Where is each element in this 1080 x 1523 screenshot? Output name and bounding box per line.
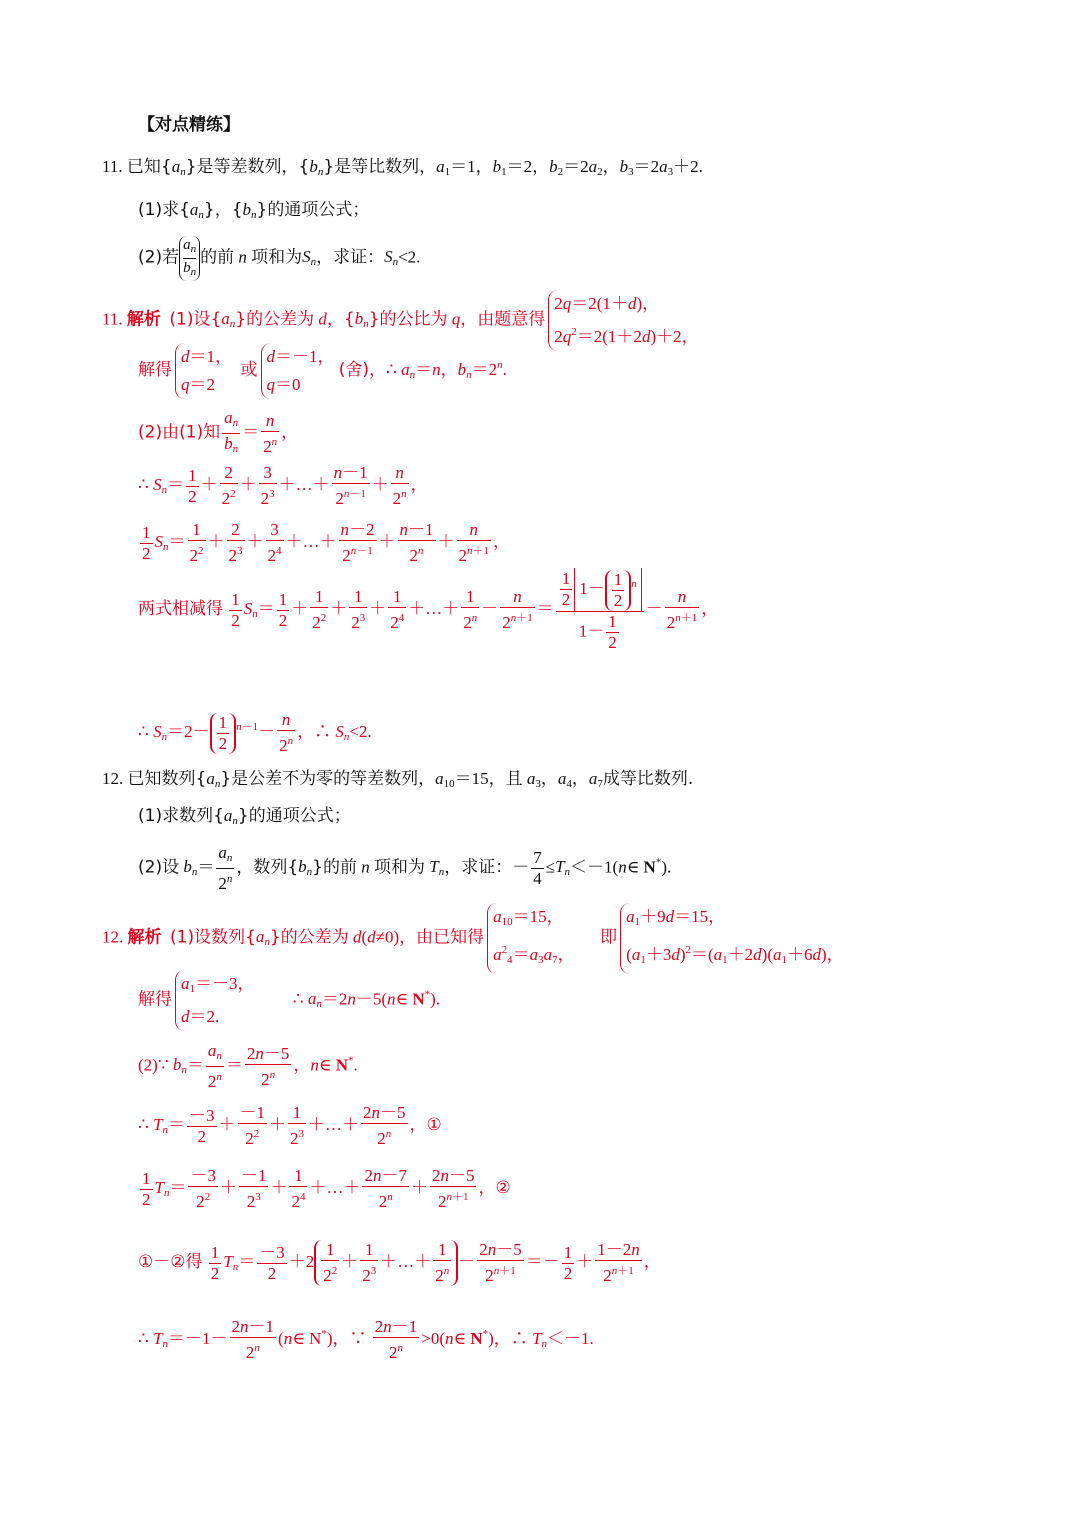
- a12-line4: ∴ $T_n=$ $\frac{-3}{2}$ ＋ $\frac{-1}{2^2}$ ＋ $\frac{1}{2^3}$ ＋…＋ $\frac{2n-5}{2^n}$ ，①: [138, 1103, 442, 1148]
- a11-line3: (2)由(1)知 $\frac{a_n}{b_n}$ ＝ $\frac{n}{2^n}$ ，: [138, 408, 299, 456]
- section-title: 【对点精练】: [138, 115, 240, 135]
- a12-line3: (2)∵ $b_n=$ $\frac{a_n}{2^n}$ ＝ $\frac{2n-5}{2^n}$ ，n∈ N*.: [138, 1041, 358, 1091]
- a12-line7: ∴ $T_n=-1-$ $\frac{2n-1}{2^n}$ (n∈ N*)，∵ $\frac{2n-1}{2^n}$ >0(n∈ N*)，∴ $T_n<-1$.: [138, 1317, 594, 1362]
- a11-line2: 解得 d＝1， q＝2 或 d＝－1， q＝0 (舍)，∴ $a_n=n$，$b_n=2^n$.: [138, 343, 507, 399]
- q12-part1: (1)求数列$\{a_n\}$的通项公式；: [138, 806, 351, 827]
- a11-line6: 两式相减得 $\frac{1}{2}$ $S_n=$ $\frac{1}{2}$ ＋ $\frac{1}{2^2}$ ＋ $\frac{1}{2^3}$ ＋ $\frac{1}{2^4}$ ＋…＋ $\frac{1}{2^n}$ － $\frac{n}{2^{n+1}}$ ＝ $\frac{1}{2}$ 1－ $\frac{1}{2}$ $^n$ 1－ $\frac{1}{2}$ － $\frac{n}{2^{n+1}}$ ，: [138, 568, 719, 652]
- a12-line2: 解得 $a_1=-3$， d＝2. ∴ $a_n=2n-5(n\in$ N*).: [138, 970, 440, 1031]
- q12-part2: (2)设 $b_n=$ $\frac{a_n}{2^n}$ ，数列$\{b_n\}$的前 n 项和为 $T_n$，求证：－ $\frac{7}{4}$ $\le T_n<-1(n\in$ N*).: [138, 843, 672, 893]
- q11-part2: (2)若 $\frac{a_n}{b_n}$ 的前 n 项和为$S_n$，求证：$S_n<2$.: [138, 236, 420, 281]
- q11-stem: 11. 已知$\{a_n\}$是等差数列，$\{b_n\}$是等比数列，$a_1=1$，$b_1=2$，$b_2=2a_2$，$b_3=2a_3+2$.: [102, 157, 703, 178]
- a11-line4: ∴ $S_n=$ $\frac{1}{2}$ ＋ $\frac{2}{2^2}$ ＋ $\frac{3}{2^3}$ ＋…＋ $\frac{n-1}{2^{n-1}}$ ＋ $\frac{n}{2^n}$ ，: [138, 463, 428, 508]
- a11-line1: 11. 解析 (1)设$\{a_n\}$的公差为 d，$\{b_n\}$的公比为 q，由题意得 2q＝2(1＋d)， $2q^2=2(1+2d)+2$，: [102, 290, 699, 351]
- q11-part1: (1)求$\{a_n\}$，$\{b_n\}$的通项公式；: [138, 200, 370, 221]
- a11-line5: $\frac{1}{2}$ $S_n=$ $\frac{1}{2^2}$ ＋ $\frac{2}{2^3}$ ＋ $\frac{3}{2^4}$ ＋…＋ $\frac{n-2}{2^{n-1}}$ ＋ $\frac{n-1}{2^n}$ ＋ $\frac{n}{2^{n+1}}$ ，: [142, 520, 510, 565]
- q12-stem: 12. 已知数列$\{a_n\}$是公差不为零的等差数列，$a_{10}=15$，且 $a_3$，$a_4$，$a_7$成等比数列.: [102, 769, 694, 790]
- a12-line5: $\frac{1}{2}$ $T_n=$ $\frac{-3}{2^2}$ ＋ $\frac{-1}{2^3}$ ＋ $\frac{1}{2^4}$ ＋…＋ $\frac{2n-7}{2^n}$ ＋ $\frac{2n-5}{2^{n+1}}$ ，②: [142, 1166, 511, 1211]
- a11-line7: ∴ $S_n=2-$ $\frac{1}{2}$ $^{n-1}$－ $\frac{n}{2^n}$ ，∴ $S_n<2$.: [138, 710, 372, 755]
- a12-line1: 12. 解析 (1)设数列$\{a_n\}$的公差为 d(d≠0)，由已知得 $a_{10}=15$， $a^2_4=a_3a_7$， 即 $a_1+9d=15$， $(a_1+3d)^2=(a_1+2d)(a_1+6d)$，: [102, 903, 844, 974]
- a12-line6: ①－②得 $\frac{1}{2}$ $T_n=$ $\frac{-3}{2}$ ＋2 $\frac{1}{2^2}$ ＋ $\frac{1}{2^3}$ ＋…＋ $\frac{1}{2^n}$ － $\frac{2n-5}{2^{n+1}}$ ＝－ $\frac{1}{2}$ ＋ $\frac{1-2n}{2^{n+1}}$ ，: [138, 1240, 661, 1285]
